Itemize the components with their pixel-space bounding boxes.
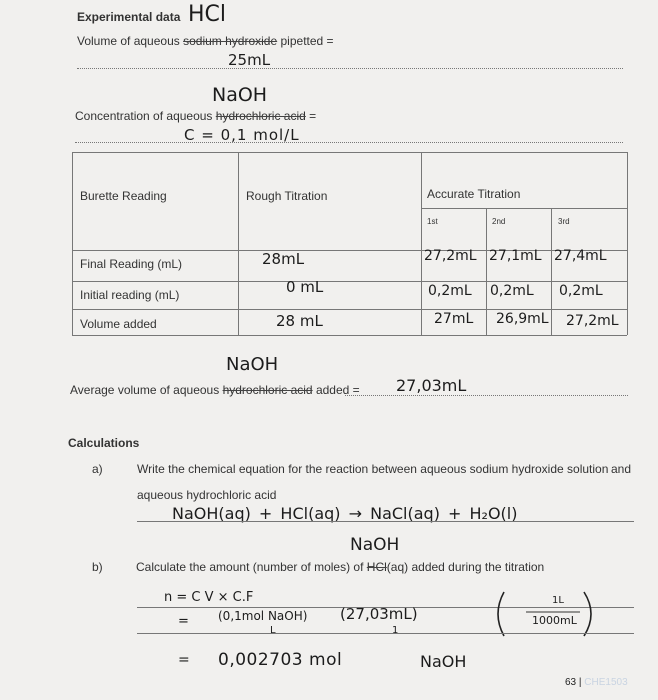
result-value: 0,002703 mol (218, 650, 343, 670)
table-row-divider (72, 309, 627, 310)
concentration-denominator: L (270, 625, 276, 636)
average-label: Average volume of aqueous hydrochloric acid added = (70, 383, 360, 397)
cell-trial1-initial: 0,2mL (428, 283, 472, 299)
conversion-denominator: 1000mL (532, 614, 577, 627)
equals-sign: = (178, 652, 190, 668)
cell-rough-initial: 0 mL (286, 278, 324, 296)
question-marker-a: a) (92, 462, 103, 476)
cell-rough-volume: 28 mL (276, 312, 323, 330)
trial-header-1: 1st (427, 217, 438, 226)
volume-value: 25mL (228, 51, 271, 69)
formula: n = C V × C.F (164, 590, 254, 605)
answer-line (137, 521, 634, 522)
struck-text: hydrochloric acid (222, 383, 313, 397)
section-heading-experimental-data: Experimental data (77, 10, 181, 24)
question-b-text: Calculate the amount (number of moles) of HCl(aq) added during the titration (136, 560, 545, 574)
table-border-bottom (72, 335, 627, 336)
question-a-text-line2: aqueous hydrochloric acid (137, 488, 277, 502)
cell-trial3-initial: 0,2mL (559, 283, 603, 299)
handwritten-hcl-note: HCl (188, 2, 227, 27)
volume-factor: (27,03mL) (340, 605, 418, 623)
struck-text: HCl (366, 560, 387, 574)
page-footer (565, 677, 628, 688)
struck-text: sodium hydroxide (183, 34, 278, 48)
page-number: 63 | (565, 677, 582, 688)
column-header-accurate: Accurate Titration (427, 187, 521, 201)
answer-line (345, 395, 628, 396)
table-divider (421, 152, 422, 335)
question-a-text: Write the chemical equation for the reaction between aqueous sodium hydroxide solution (137, 462, 609, 476)
row-label-final: Final Reading (mL) (80, 257, 183, 271)
handwritten-naoh-note: NaOH (212, 84, 268, 106)
row-label-volume: Volume added (80, 317, 157, 331)
cell-rough-final: 28mL (262, 250, 305, 268)
table-border-top (72, 152, 627, 153)
table-divider (238, 152, 239, 335)
trial-header-3: 3rd (558, 217, 570, 226)
average-value: 27,03mL (396, 376, 467, 395)
table-row-divider (72, 250, 627, 251)
table-subheader-divider (421, 208, 627, 209)
table-divider (551, 208, 552, 335)
answer-line (137, 633, 634, 634)
course-code: CHE1503 (584, 677, 628, 688)
concentration-value: C = 0,1 mol/L (184, 126, 300, 144)
conversion-numerator: 1L (552, 595, 564, 606)
table-border-right (627, 152, 628, 335)
trial-header-2: 2nd (492, 217, 506, 226)
cell-trial2-initial: 0,2mL (490, 283, 534, 299)
table-row-divider (72, 281, 627, 282)
cell-trial2-final: 27,1mL (489, 248, 542, 264)
handwritten-naoh-note: NaOH (226, 354, 279, 375)
volume-denominator: 1 (392, 625, 399, 636)
cell-trial1-volume: 27mL (434, 311, 474, 327)
cell-trial1-final: 27,2mL (424, 248, 477, 264)
question-a-and: and (611, 462, 632, 476)
volume-label: Volume of aqueous sodium hydroxide pipetted = (77, 34, 334, 48)
struck-text: hydrochloric acid (215, 109, 306, 123)
section-heading-calculations: Calculations (68, 436, 140, 450)
answer-line (77, 68, 623, 69)
concentration-factor: (0,1mol NaOH) (218, 609, 308, 623)
result-unit: NaOH (420, 652, 467, 671)
chemical-equation: NaOH(aq) + HCl(aq) → NaCl(aq) + H₂O(l) (172, 504, 518, 523)
column-header-rough: Rough Titration (246, 189, 328, 203)
concentration-label: Concentration of aqueous hydrochloric acid = (75, 109, 317, 123)
column-header-burette: Burette Reading (80, 189, 167, 203)
row-label-initial: Initial reading (mL) (80, 288, 180, 302)
question-marker-b: b) (92, 560, 103, 574)
cell-trial3-volume: 27,2mL (566, 313, 619, 329)
cell-trial3-final: 27,4mL (554, 248, 607, 264)
cell-trial2-volume: 26,9mL (496, 311, 549, 327)
handwritten-naoh-note: NaOH (350, 535, 400, 555)
table-divider (486, 208, 487, 335)
table-border-left (72, 152, 73, 335)
equals-sign: = (178, 614, 189, 629)
answer-line (75, 142, 623, 143)
